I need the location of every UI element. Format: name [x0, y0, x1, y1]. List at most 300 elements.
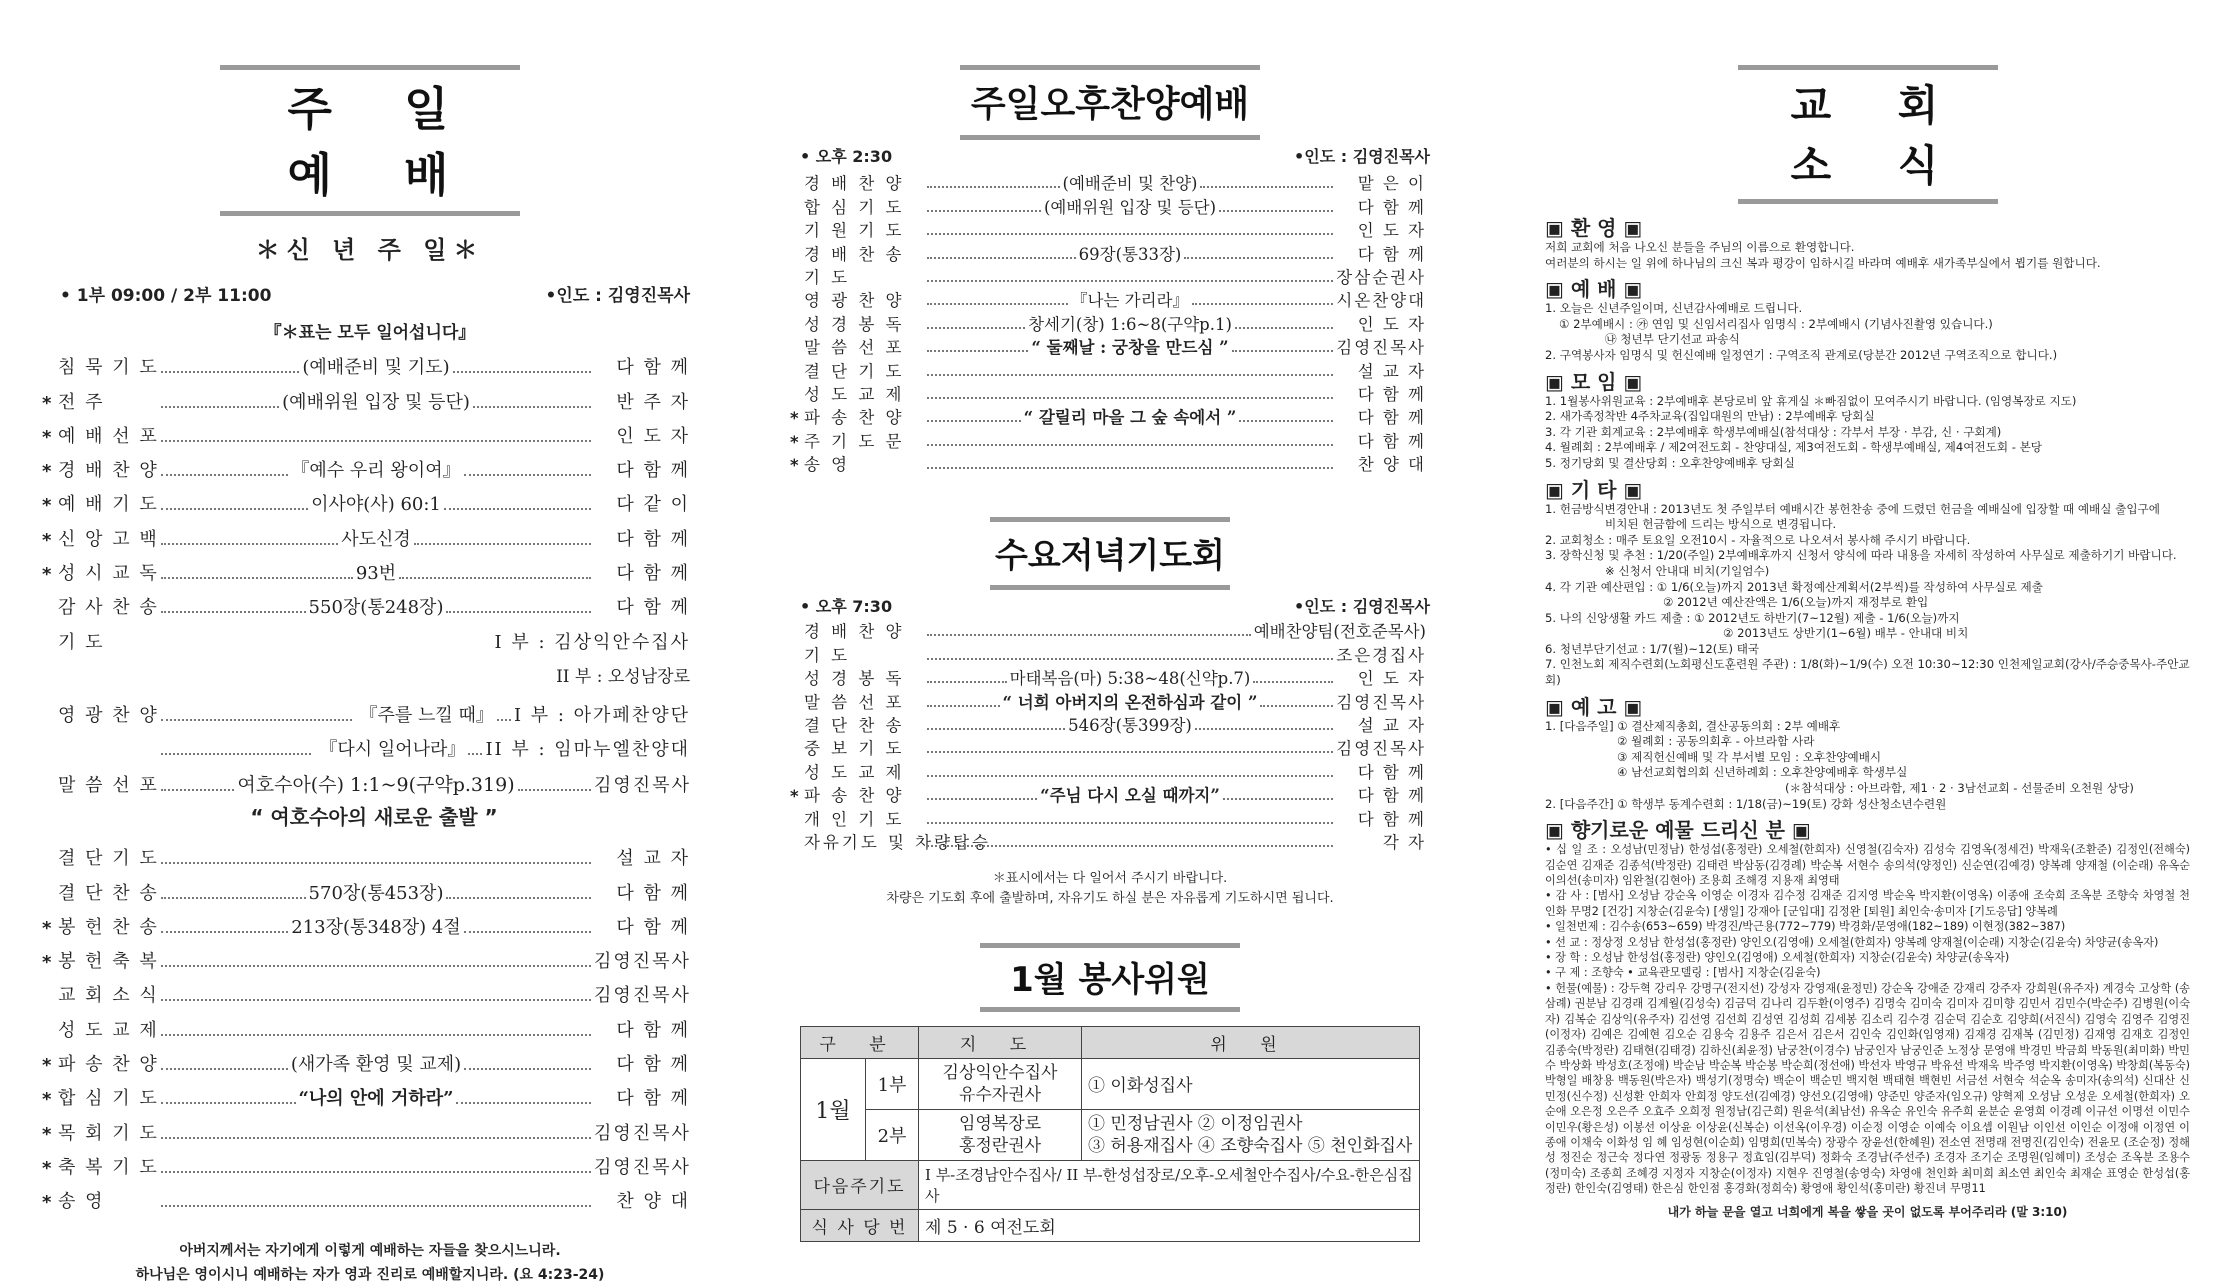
dot-leader [927, 397, 1333, 399]
order-person: 다 함 께 [616, 882, 691, 904]
dot-leader [927, 420, 1021, 422]
dot-leader [446, 897, 591, 899]
order-content: “ 너희 아버지의 온전하심과 같이 ” [1002, 692, 1258, 712]
dot-leader [161, 719, 352, 721]
order-person: 다 함 께 [1357, 408, 1426, 428]
table-row [801, 1058, 1420, 1109]
dot-leader [161, 611, 306, 613]
dot-leader [161, 965, 591, 967]
order-person: 다 함 께 [1357, 384, 1426, 404]
order-name: 송 영 [58, 1191, 105, 1213]
order-content: 550장(통248장) [308, 597, 444, 619]
order-content: (예배준비 및 기도) [302, 357, 450, 379]
dot-leader [464, 1068, 591, 1070]
order-row [804, 759, 1426, 782]
dot-leader [927, 658, 1333, 660]
order-row [42, 516, 690, 551]
dot-leader [399, 577, 591, 579]
part2-members: ① 민정남권사 ② 이정임권사 ③ 허용재집사 ④ 조향숙집사 ⑤ 천인화집사 [1082, 1109, 1420, 1160]
part2-leaders: 임영복장로 홍정란권사 [919, 1109, 1082, 1160]
order-name: 자유기도 및 차량탑승 [804, 832, 991, 852]
order-content: (예배위원 입장 및 등단) [1043, 197, 1217, 217]
order-content: (새가족 환영 및 교제) [290, 1054, 462, 1076]
order-row [42, 379, 691, 414]
order-row [58, 345, 690, 379]
welcome-list: 저희 교회에 처음 나오신 분들을 주님의 이름으로 환영합니다. 여러분의 하시는 일 위에 하나님의 크신 복과 평강이 임하시길 바라며 예배후 새가족부실에서 뵙기를 원합니다. [1545, 240, 2101, 270]
order-name: 기 도 [804, 267, 851, 287]
dot-leader [464, 931, 591, 933]
dot-leader [927, 822, 1333, 824]
order-person: 김영진목사 [1336, 739, 1426, 759]
order-name: 파 송 찬 양 [804, 408, 905, 428]
order-person: 인 도 자 [1357, 221, 1426, 241]
next-prayer-label: 다음주기도 [801, 1160, 919, 1209]
dot-leader [446, 611, 591, 613]
order-person: 맡 은 이 [1357, 174, 1426, 194]
choir1-by: I 부 : 아가페찬양단 [513, 704, 690, 726]
order-row [42, 414, 690, 448]
order-content: 546장(통399장) [1068, 716, 1192, 736]
dot-leader [161, 897, 306, 899]
dot-leader [161, 999, 591, 1001]
title-bottom-bar [960, 135, 1260, 140]
order-person: 김영진목사 [1336, 692, 1427, 712]
order-row [790, 783, 1427, 807]
order-row [42, 905, 691, 939]
order-name: 영 광 찬 양 [58, 704, 159, 726]
dot-leader [161, 577, 353, 579]
dot-leader [927, 303, 1068, 305]
wednesday-meta [790, 594, 1430, 617]
order-person: 다 함 께 [1357, 809, 1426, 829]
dot-leader [161, 543, 338, 545]
order-row [804, 335, 1426, 358]
choir1-song: 『주를 느낄 때』 [359, 704, 494, 726]
dot-leader [927, 186, 1060, 188]
verse-block [40, 1239, 700, 1287]
order-person: 김영진목사 [1336, 338, 1426, 358]
dot-leader [161, 440, 591, 442]
meal-value: 제 5 · 6 여전도회 [919, 1209, 1420, 1241]
prayer-part1: I 부 : 김상익안수집사 [494, 631, 690, 653]
dot-leader [161, 862, 591, 864]
dot-leader [161, 406, 279, 408]
order-person: 다 함 께 [1357, 786, 1427, 806]
order-person: 다 함 께 [1357, 197, 1426, 217]
dot-leader [1184, 257, 1333, 259]
order-row [42, 939, 691, 974]
news-title-box [1738, 65, 1998, 204]
sermon-text: 여호수아(수) 1:1~9(구약p.319) [237, 773, 515, 796]
order-person: 다 함 께 [616, 563, 691, 585]
order-row-prayer [58, 619, 690, 653]
stand-marker: * [42, 1192, 52, 1214]
order-name: 침 묵 기 도 [58, 357, 159, 379]
order-person: 다 함 께 [616, 1019, 690, 1041]
order-person: 찬 양 대 [616, 1191, 690, 1213]
order-name: 결 단 찬 송 [58, 882, 159, 904]
meal-label: 식 사 당 번 [801, 1209, 919, 1241]
volunteers-title: 1월 봉사위원 [1010, 959, 1210, 1000]
dot-leader [927, 751, 1333, 753]
order-name: 기 도 [804, 645, 851, 665]
order-person: 찬 양 대 [1357, 455, 1426, 475]
dot-leader [161, 1171, 591, 1173]
order-name: 개 인 기 도 [804, 809, 905, 829]
wednesday-title-box [990, 517, 1230, 590]
part2-cell: 2부 [866, 1109, 919, 1160]
order-person: 다 같 이 [616, 494, 690, 516]
sunday-times: • 1부 09:00 / 2부 11:00 [60, 286, 272, 306]
order-person: 김영진목사 [594, 1122, 691, 1144]
order-row [42, 1145, 691, 1179]
sunday-worship-column [40, 0, 700, 1284]
order-row [804, 171, 1426, 194]
stand-marker: * [42, 1055, 52, 1077]
dot-leader [927, 845, 1333, 847]
part1-cell: 1부 [866, 1058, 919, 1109]
stand-marker: * [42, 564, 52, 586]
title-bottom-bar [980, 1007, 1240, 1012]
dot-leader [161, 508, 308, 510]
dot-leader [927, 350, 1028, 352]
order-name: 경 배 찬 송 [804, 244, 905, 264]
stand-marker: * [42, 426, 52, 448]
volunteers-title-box [980, 943, 1240, 1012]
order-content: (예배위원 입장 및 등단) [282, 391, 470, 413]
meeting-list: 1. 1월봉사위원교육 : 2부예배후 본당로비 앞 휴게실 ＊빠짐없이 모여주시기 바랍니다. (임영복장로 지도) 2. 새가족정착반 4주차교육(집입대원의 만남) : 2부예배후 당회실 3. 각 기관 회계교육 : 2부예배후 학생부예배실(참석대상 : 각부서 부장 · 부감, 신 · 구회계) 4. 월례회 : 2부예배후 / 제2여전도회 - 찬양대실, 제3여전도회 - 학생부예배실, 제4여전도회 - 본당 5. 정기당회 및 결산당회 : 오후찬양예배후 당회실 [1545, 393, 2077, 470]
order-row [804, 619, 1426, 642]
dot-leader [1239, 420, 1333, 422]
dot-leader [927, 280, 1333, 282]
stand-marker: * [42, 461, 52, 483]
order-name: 말 씀 선 포 [804, 338, 905, 358]
order-row [804, 713, 1426, 736]
dot-leader [444, 508, 591, 510]
sunday-prayer-block [58, 619, 690, 830]
order-content: 창세기(창) 1:6~8(구약p.1) [1028, 314, 1232, 334]
order-name: 축 복 기 도 [58, 1156, 159, 1178]
order-person: 인 도 자 [1357, 314, 1426, 334]
table-header-row [801, 1026, 1420, 1058]
dot-leader [927, 374, 1333, 376]
dot-leader [1232, 350, 1333, 352]
order-row-choir1 [58, 687, 690, 727]
order-content: 93번 [355, 563, 397, 585]
notice-list: 1. [다음주일] ① 결산제직총회, 결산공동의회 : 2부 예배후 ② 월례회 : 공동의회후 - 아브라함 사라 ③ 제직헌신예배 및 각 부서별 모임 : 오후찬양예배시 ④ 남선교회협의회 신년하례회 : 오후찬양예배후 학생부실 (＊참석대상 : 아브라함, 제1 · 2 · 3남선교회 - 선물준비 오천원 상당) 2. [다음주간] ① 학생부 동계수련회 : 1/18(금)~19(토) 강화 성산청소년수련원 [1545, 718, 2134, 811]
order-person: 인 도 자 [616, 425, 690, 447]
prayer-part2-line [58, 654, 690, 687]
order-name: 감 사 찬 송 [58, 597, 159, 619]
sunday-worship-title-box [220, 65, 520, 216]
order-row [804, 194, 1426, 217]
dot-leader [1223, 798, 1333, 800]
order-name: 주 기 도 문 [804, 431, 905, 451]
order-row [804, 382, 1426, 405]
dot-leader [1219, 210, 1333, 212]
stand-marker: * [790, 432, 799, 452]
order-row [42, 1179, 690, 1214]
order-name: 기 도 [58, 631, 105, 653]
order-name: 경 배 찬 양 [804, 622, 905, 642]
order-name: 말 씀 선 포 [58, 774, 159, 796]
order-name: 파 송 찬 양 [58, 1054, 159, 1076]
news-column [1545, 0, 2190, 1240]
order-name: 기 원 기 도 [804, 221, 905, 241]
order-name: 예 배 선 포 [58, 425, 159, 447]
standing-note: 『＊표는 모두 일어섭니다』 [264, 323, 476, 343]
table-row [801, 1160, 1420, 1209]
order-name: 중 보 기 도 [804, 739, 905, 759]
order-row [58, 836, 690, 870]
order-name: 성 도 교 제 [804, 762, 905, 782]
order-row [804, 311, 1426, 334]
order-name: 경 배 찬 양 [58, 460, 159, 482]
dot-leader [161, 371, 299, 373]
order-content: 『예수 우리 왕이여』 [291, 460, 461, 482]
sermon-by: 김영진목사 [594, 774, 691, 796]
welcome-heading: ▣ 환 영 ▣ [1545, 216, 1643, 240]
order-name: 송 영 [804, 455, 851, 475]
afternoon-leader: •인도 : 김영진목사 [1294, 147, 1430, 166]
order-person: 반 주 자 [616, 391, 691, 413]
dot-leader [927, 798, 1037, 800]
dot-leader [1253, 681, 1333, 683]
order-person: 다 함 께 [616, 1054, 691, 1076]
dot-leader [927, 681, 1007, 683]
order-content: “ 둘째날 : 궁창을 만드심 ” [1031, 338, 1229, 358]
stand-marker: * [42, 529, 52, 551]
order-row [804, 642, 1426, 665]
order-name: 합 심 기 도 [58, 1088, 159, 1110]
order-content: 사도신경 [341, 528, 411, 550]
verse-line-2: 하나님은 영이시니 예배하는 자가 영과 진리로 예배할지니라. (요 4:23-24) [135, 1267, 605, 1284]
dot-leader [161, 753, 311, 755]
stand-marker: * [790, 787, 799, 807]
stand-marker: * [42, 952, 52, 974]
dot-leader [453, 371, 591, 373]
dot-leader [927, 775, 1333, 777]
order-row-choir2 [58, 727, 690, 761]
worship-list: 1. 오늘은 신년주일이며, 신년감사예배로 드립니다. ① 2부예배시 : ㉮ 연임 및 신임서리집사 임명식 : 2부예배시 (기념사진촬영 있습니다.) ㉯ 청년부 단기선교 파송식 2. 구역봉사자 임명식 및 헌신예배 일정연기 : 구역조직 관계로(당분간 2012년 구역조직으로 합니다.) [1545, 301, 2058, 362]
volunteers-table [800, 1026, 1420, 1242]
stand-marker: * [42, 392, 52, 414]
order-name: 성 경 봉 독 [804, 314, 905, 334]
order-row [790, 452, 1426, 476]
table-row [801, 1209, 1420, 1241]
order-row [58, 1007, 690, 1041]
wednesday-title: 수요저녁기도회 [995, 536, 1225, 577]
title-bottom-bar [990, 585, 1230, 590]
order-row [42, 448, 691, 483]
dot-leader [927, 728, 1065, 730]
order-name: 목 회 기 도 [58, 1122, 159, 1144]
order-content: 마태복음(마) 5:38~48(신약p.7) [1009, 669, 1251, 689]
order-person: 다 함 께 [1357, 244, 1426, 264]
order-name: 성 시 교 독 [58, 563, 159, 585]
order-row [804, 806, 1426, 829]
order-person: 다 함 께 [616, 916, 691, 938]
order-row [804, 689, 1426, 712]
order-name: 말 씀 선 포 [804, 692, 905, 712]
wednesday-order-list [790, 619, 1427, 853]
verse-line-1: 아버지께서는 자기에게 이렇게 예배하는 자들을 찾으시느니라. [179, 1243, 561, 1260]
order-name: 합 심 기 도 [804, 197, 905, 217]
order-row [790, 405, 1426, 429]
month-cell: 1월 [801, 1058, 866, 1160]
order-row [58, 585, 690, 619]
stand-marker: * [790, 409, 799, 429]
dot-leader [414, 543, 591, 545]
order-person: 예배찬양팀(전호준목사) [1253, 622, 1426, 642]
order-row [804, 288, 1426, 311]
order-name: 봉 헌 찬 송 [58, 916, 159, 938]
etc-list: 1. 헌금방식변경안내 : 2013년도 첫 주일부터 예배시간 봉헌찬송 중에 드렸던 헌금을 예배실에 입장할 때 예배실 출입구에 비치된 헌금함에 드리는 방식으로 변경됩니다. 2. 교회청소 : 매주 토요일 오전10시 - 자율적으로 나오셔서 봉사해 주시기 바랍니다. 3. 장학신청 및 추천 : 1/20(주일) 2부예배후까지 신청서 양식에 따라 내용을 자세히 작성하여 사무실로 제출하기기 바랍니다. ※ 신청서 안내대 비치(기일엄수) 4. 각 기관 예산편입 : ① 1/6(오늘)까지 2013년 확정예산계획서(2부씩)를 작성하여 사무실로 제출 ② 2012년 예산잔액은 1/6(오늘)까지 재정부로 환입 5. 나의 신앙생활 카드 제출 : ① 2012년도 하반기(7~12월) 제출 - 1/6(오늘)까지 ② 2013년도 상반기(1~6월) 배부 - 안내대 비치 6. 청년부단기선교 : 1/7(월)~12(토) 태국 7. 인천노회 제직수련회(노회평신도훈련원 주관) : 1/8(화)~1/9(수) 오전 10:30~12:30 인천제일교회(강사/주승중목사-주안교회) [1545, 501, 2190, 688]
order-name: 예 배 기 도 [58, 494, 159, 516]
header-leader: 지 도 [919, 1026, 1082, 1058]
order-row [42, 551, 691, 586]
order-person: 장삼순권사 [1336, 267, 1426, 287]
wednesday-note-1: ＊표시에서는 다 일어서 주시기 바랍니다. [992, 870, 1228, 886]
order-person: 각 자 [1382, 832, 1426, 852]
dot-leader [161, 1102, 296, 1104]
middle-column [790, 0, 1430, 1240]
order-person: 다 함 께 [1357, 431, 1426, 451]
order-name: 성 도 교 제 [58, 1019, 159, 1041]
meeting-heading: ▣ 모 임 ▣ [1545, 369, 1643, 394]
stand-marker: * [42, 917, 52, 939]
closing-verse: 내가 하늘 문을 열고 너희에게 복을 쌓을 곳이 없도록 부어주리라 (말 3:10) [1667, 1204, 2068, 1219]
dot-leader [927, 444, 1333, 446]
afternoon-title-box [960, 65, 1260, 140]
order-row [804, 666, 1426, 689]
order-content: “주님 다시 오실 때까지” [1040, 786, 1220, 806]
order-row [42, 482, 690, 517]
choir2-by: II 부 : 임마누엘찬양대 [485, 738, 690, 760]
order-content: 213장(통348장) 4절 [291, 916, 461, 938]
order-row [804, 218, 1426, 241]
dot-leader [927, 233, 1333, 235]
choir2-song: 『다시 일어나라』 [319, 738, 466, 760]
order-person: 설 교 자 [1357, 716, 1426, 736]
etc-heading: ▣ 기 타 ▣ [1545, 477, 1643, 502]
order-person: 다 함 께 [616, 460, 691, 482]
sermon-theme: “ 여호수아의 새로운 출발 ” [250, 804, 498, 829]
offering-list: • 십 일 조 : 오성남(민정남) 한성섭(홍정란) 오세철(한희자) 신영철(김숙자) 김성숙 김영옥(정세건) 박재욱(조환준) 김정인(전해숙) 김순연 김재준 김종석(박정란) 김태련 박삼동(김경례) 박순복 서현수 송의석(양정인) 신순연(김예경) 양복례 양재철 (이순래) 유옥순 이의선(송미자) 임완철(김현아) 조용희 조해경 지용재 최영태 • 감 사 : [범사] 오성남 강순옥 이영순 이경자 김수정 김재준 김지영 박순옥 박지환(이영옥) 이종애 조숙희 조옥분 조향숙 차영철 천인화 무명2 [건강] 지창순(김윤숙) [생일] 강재아 [군입대] 김정완 [퇴원] 최인숙·송미자 [기도응답] 양복례 • 일천번제 : 김수송(653~659) 박경진/박근용(772~779) 박경화/문영애(182~189) 이현정(382~387) • 선 교 : 정상정 오성남 한성섭(홍정란) 양인오(김영애) 오세철(한희자) 양복례 양재철(이순래) 지창순(김윤숙) 차양균(송옥자) • 장 학 : 오성남 한성섭(홍정란) 양인오(김영애) 오세철(한희자) 지창순(김윤숙) 차양균(송옥자) • 구 제 : 조향숙 • 교육관모델링 : [범사] 지창순(김윤숙) • 헌물(예물) : 강두혁 강리우 강명구(전지선) 강성자 강영재(윤정민) 강순옥 강애준 강재리 강주자 강희원(유주자) 계경숙 고상학 (송삼례) 권분남 김경래 김계월(김성숙) 김금덕 김나리 김두환(이영주) 김명숙 김미숙 김미자 김미향 김민서 김민수(박순주) 김병원(이숙자) 김복순 김상익(유주자) 김선영 김선희 김성연 김성희 김세봉 김소리 김수경 김순덕 김순호 김양희(서진식) 김영숙 김영주 김영진(이정자) 김예은 김예현 김오순 김용숙 김용주 김은서 김은서 김인숙 김인화(임영재) 김재경 김재복 (김민정) 김재영 김재호 김정인 김종숙(박정란) 김태현(김태경) 김하신(최윤정) 남궁찬(이경수) 남궁인자 남궁인준 노정상 문영애 박경민 박금희 박동원(최미화) 박민수 박상화 박성호(조정애) 박순남 박순복 박순봉 박순희(정선애) 박선자 박영규 박유선 박재욱 박주영 박지환(이영옥) 박창희(복동숙) 박형일 배창용 백동원(박은자) 백성기(정명숙) 백순이 백순민 백지현 백태현 백현빈 서금선 서현숙 석순옥 송미자(송의석) 신대산 신민정(신수정) 신성환 안희자 안희정 양도선(김예경) 양선오(김영애) 양준민 양준자(임오규) 양혁제 오성남 오성운 오세철(한희자) 오순애 오은정 오은주 오효주 오희정 원정남(김근희) 원윤석(최남선) 유옥순 유인숙 유주희 윤분순 윤영희 이경례 이규선 이명선 이민수 이민우(황은성) 이봉선 이상윤 이상윤(신복순) 이선옥(이우경) 이순정 이영순 이예숙 이요셉 이원남 이인선 이인순 이정애 이정연 이종애 이채숙 이화성 임 혜 임성현(이순희) 임명희(민복숙) 장광수 장윤선(한혜원) 전소연 전명래 전명진(김인숙) 전윤모 (조순정) 정해성 정진순 정근숙 정다연 정광동 정용구 정효임(김부덕) 정화숙 조경남(주선주) 조경자 조기순 조명원(임혜미) 조성순 조옥분 조용수(정미숙) 조종희 조혜경 지정자 지창순(이정자) 지현우 진영철(송영숙) 차영애 천인화 최미희 최소연 최인숙 최재순 표영순 한성섭(홍정란) 한인숙(김영태) 한은심 한인점 홍경화(정희숙) 황영애 황인석(홍미란) 황진녀 무명11 [1545, 843, 2190, 1196]
order-person: 김영진목사 [594, 1156, 691, 1178]
order-name: 봉 헌 축 복 [58, 951, 159, 973]
order-row [804, 830, 1426, 853]
order-row [42, 1110, 691, 1145]
order-content: 69장(통33장) [1078, 244, 1182, 264]
dot-leader [1235, 327, 1333, 329]
dot-leader [927, 705, 1000, 707]
worship-heading: ▣ 예 배 ▣ [1545, 277, 1643, 302]
dot-leader [927, 467, 1333, 469]
stand-marker: * [42, 1123, 52, 1145]
order-row-sermon [58, 761, 690, 797]
sunday-meta [40, 281, 700, 306]
order-name: 결 단 기 도 [804, 361, 905, 381]
dot-leader [1192, 303, 1333, 305]
notice-heading: ▣ 예 고 ▣ [1545, 694, 1643, 719]
order-content: (예배준비 및 찬양) [1062, 174, 1198, 194]
dot-leader [1195, 728, 1333, 730]
title-bottom-bar [1738, 199, 1998, 204]
dot-leader [161, 474, 288, 476]
order-content: 570장(통453장) [308, 882, 444, 904]
afternoon-order-list [790, 171, 1427, 476]
order-name: 결 단 찬 송 [804, 716, 905, 736]
dot-leader [161, 1205, 591, 1207]
order-name: 교 회 소 식 [58, 985, 159, 1007]
dot-leader [927, 210, 1041, 212]
dot-leader [1200, 186, 1333, 188]
title-bottom-bar [220, 211, 520, 216]
sunday-order-list [42, 345, 691, 619]
order-name: 파 송 찬 양 [804, 786, 905, 806]
dot-leader [497, 719, 511, 721]
order-name: 성 경 봉 독 [804, 669, 905, 689]
offering-heading: ▣ 향기로운 예물 드리신 분 ▣ [1545, 818, 1811, 843]
sunday-subtitle: ＊신 년 주 일＊ [255, 236, 485, 264]
order-name: 신 앙 고 백 [58, 528, 159, 550]
stand-marker: * [42, 495, 52, 517]
sunday-leader: •인도 : 김영진목사 [545, 286, 690, 306]
stand-marker: * [42, 1089, 52, 1111]
order-name: 성 도 교 제 [804, 384, 905, 404]
order-row [790, 428, 1426, 452]
sunday-worship-title: 주 일 예 배 [287, 82, 477, 202]
wednesday-leader: •인도 : 김영진목사 [1294, 597, 1430, 617]
afternoon-title: 주일오후찬양예배 [970, 84, 1250, 125]
part1-members: ① 이화성집사 [1082, 1058, 1420, 1109]
dot-leader [161, 931, 288, 933]
order-person: 다 함 께 [1357, 762, 1426, 782]
table-row [801, 1109, 1420, 1160]
header-members: 위 원 [1082, 1026, 1420, 1058]
dot-leader [1260, 705, 1333, 707]
order-person: 설 교 자 [1357, 361, 1426, 381]
order-row [42, 1042, 691, 1077]
dot-leader [161, 1034, 591, 1036]
afternoon-meta [790, 144, 1430, 167]
dot-leader [473, 406, 591, 408]
order-name: 결 단 기 도 [58, 848, 159, 870]
stand-marker: * [790, 456, 799, 476]
prayer-part2: II 부 : 오성남장로 [556, 666, 690, 687]
order-name: 영 광 찬 양 [804, 291, 905, 311]
dot-leader [518, 789, 591, 791]
header-category: 구 분 [801, 1026, 919, 1058]
order-row [42, 1076, 690, 1111]
dot-leader [468, 753, 482, 755]
dot-leader [161, 789, 234, 791]
dot-leader [927, 327, 1025, 329]
order-content: “나의 안에 거하라” [298, 1088, 454, 1110]
order-person: 설 교 자 [616, 848, 690, 870]
order-person: 다 함 께 [616, 597, 691, 619]
order-person: 다 함 께 [616, 528, 690, 550]
next-prayer-value: I 부-조경남안수집사/ II 부-한성섭장로/오후-오세철안수집사/수요-한은심집사 [919, 1160, 1420, 1209]
order-content: 이사야(사) 60:1 [311, 494, 441, 516]
order-person: 조은경집사 [1336, 645, 1426, 665]
dot-leader [927, 634, 1251, 636]
order-person: 시온찬양대 [1336, 291, 1427, 311]
order-person: 다 함 께 [616, 357, 690, 379]
order-person: 인 도 자 [1357, 669, 1426, 689]
afternoon-time: • 오후 2:30 [800, 147, 893, 166]
